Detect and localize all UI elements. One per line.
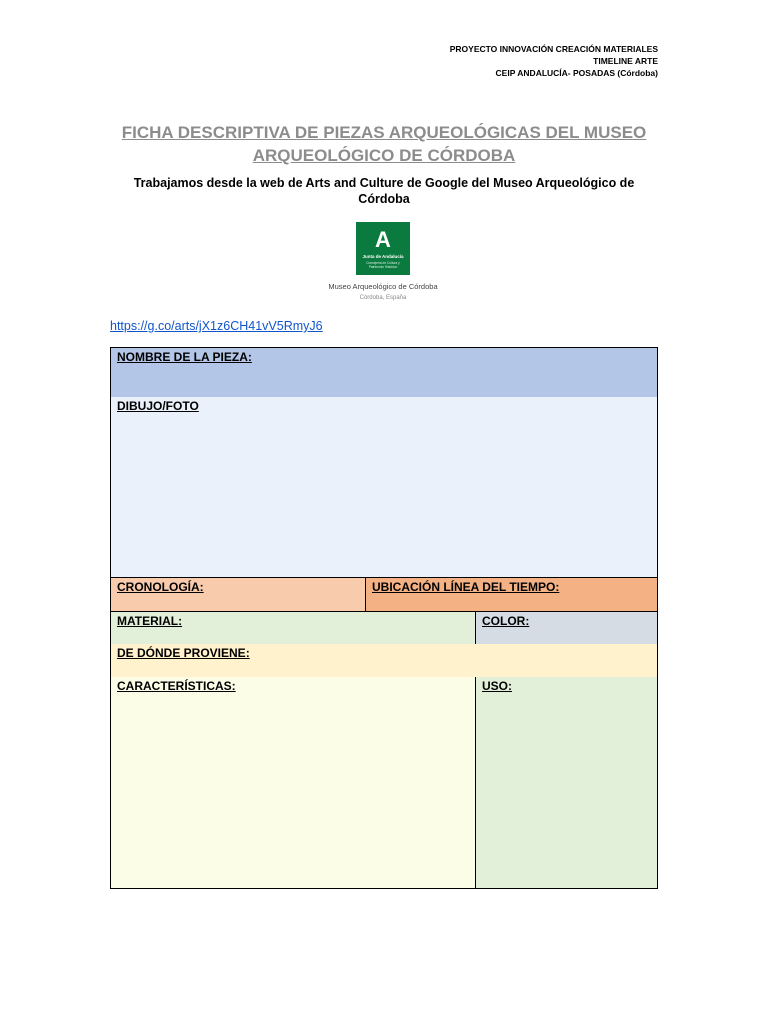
museum-name: Museo Arqueológico de Córdoba: [328, 282, 438, 291]
field-ubicacion[interactable]: UBICACIÓN LÍNEA DEL TIEMPO:: [366, 577, 657, 611]
logo-subtitle: Consejería de Cultura y Patrimonio Histórico: [366, 261, 400, 269]
field-cronologia[interactable]: CRONOLOGÍA:: [111, 577, 366, 611]
document-title-line1: FICHA DESCRIPTIVA DE PIEZAS ARQUEOLÓGICAS DEL MUSEO: [121, 123, 647, 142]
document-subtitle: Trabajamos desde la web de Arts and Culture de Google del Museo Arqueológico de Córdoba: [133, 176, 635, 206]
junta-andalucia-logo: [356, 222, 410, 275]
artifact-form: [110, 347, 658, 889]
field-dibujo-foto[interactable]: DIBUJO/FOTO: [111, 397, 657, 577]
document-title-line2: ARQUEOLÓGICO DE CÓRDOBA: [252, 146, 516, 165]
field-caracteristicas[interactable]: CARACTERÍSTICAS:: [111, 677, 476, 888]
field-nombre[interactable]: NOMBRE DE LA PIEZA:: [111, 348, 657, 397]
project-header-line1: PROYECTO INNOVACIÓN CREACIÓN MATERIALES: [449, 44, 658, 54]
project-header-line2: TIMELINE ARTE: [593, 56, 658, 66]
field-material[interactable]: MATERIAL:: [111, 611, 476, 644]
project-header: [450, 43, 658, 79]
field-procedencia[interactable]: DE DÓNDE PROVIENE:: [111, 644, 657, 677]
field-color[interactable]: COLOR:: [476, 611, 657, 644]
logo-letter: A: [375, 227, 391, 252]
museum-location: Córdoba, España: [359, 295, 407, 301]
document-title: [110, 121, 658, 167]
arts-culture-link[interactable]: https://g.co/arts/jX1z6CH41vV5RmyJ6: [110, 319, 323, 333]
field-uso[interactable]: USO:: [476, 677, 657, 888]
project-header-line3: CEIP ANDALUCÍA- POSADAS (Córdoba): [495, 68, 658, 78]
logo-name: Junta de Andalucía: [362, 254, 404, 259]
